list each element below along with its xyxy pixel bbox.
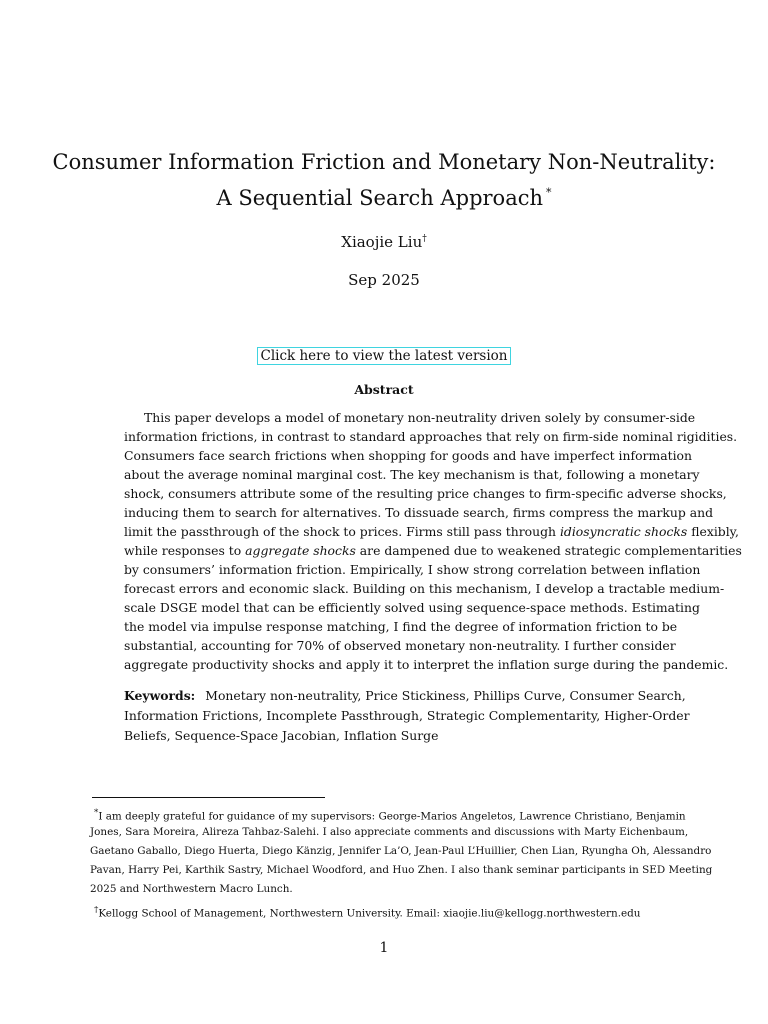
footnote-2-line	[90, 901, 679, 920]
abstract-text: forecast errors and economic slack. Building on this mechanism, I develop a tractable medium-	[124, 581, 725, 596]
abstract-text: flexibly,	[687, 524, 739, 539]
footnote-rule	[92, 797, 325, 798]
keywords-line-1	[124, 686, 686, 706]
abstract-line	[124, 560, 701, 579]
title-text-2: A Sequential Search Approach	[216, 186, 543, 210]
abstract-text: while responses to	[124, 543, 246, 558]
keywords-label: Keywords:	[124, 688, 196, 703]
abstract-body	[124, 408, 742, 674]
title-text-1: Consumer Information Friction and Monetary Non-Neutrality:	[52, 150, 716, 174]
abstract-line	[124, 617, 678, 636]
footnotes	[90, 804, 713, 920]
latest-version-link-wrap	[0, 345, 768, 365]
abstract-text: aggregate productivity shocks and apply it to interpret the inflation surge during the pandemic.	[124, 657, 729, 672]
footnote-1-text-1: I am deeply grateful for guidance of my supervisors: George-Marios Angeletos, Lawrence Christiano, Benjamin	[98, 810, 686, 823]
abstract-line	[124, 598, 700, 617]
abstract-text: inducing them to search for alternatives. To dissuade search, firms compress the markup and	[124, 505, 714, 520]
paper-title-line-1	[0, 150, 768, 174]
footnote-1-line-3: Gaetano Gaballo, Diego Huerta, Diego Känzig, Jennifer La’O, Jean-Paul L’Huillier, Chen Lian, Ryungha Oh, Alessandro	[90, 845, 712, 857]
publication-date: Sep 2025	[348, 271, 420, 289]
abstract-line	[124, 446, 692, 465]
abstract-line	[124, 484, 727, 503]
abstract-text: This paper develops a model of monetary non-neutrality driven solely by consumer-side	[144, 410, 696, 425]
abstract-text: scale DSGE model that can be efficiently solved using sequence-space methods. Estimating	[124, 600, 700, 615]
footnote-2	[90, 901, 679, 920]
abstract-line	[124, 427, 738, 446]
abstract-text: about the average nominal marginal cost. The key mechanism is that, following a monetary	[124, 467, 700, 482]
abstract-line	[124, 579, 725, 598]
footnote-1-line-1	[90, 804, 686, 823]
author-name: Xiaojie Liu	[341, 233, 423, 251]
abstract-text: substantial, accounting for 70% of observed monetary non-neutrality. I further consider	[124, 638, 676, 653]
latest-version-link[interactable]: Click here to view the latest version	[257, 347, 510, 365]
abstract-line	[124, 503, 714, 522]
abstract-text: Consumers face search frictions when shopping for goods and have imperfect information	[124, 448, 692, 463]
abstract-line	[124, 522, 739, 541]
footnote-1-mark: *	[94, 808, 99, 818]
abstract-line	[124, 541, 742, 560]
footnote-1-line-5: 2025 and Northwestern Macro Lunch.	[90, 883, 293, 895]
abstract-line	[124, 636, 676, 655]
abstract-emphasis: idiosyncratic shocks	[559, 524, 688, 539]
keywords-text-1: Monetary non-neutrality, Price Stickiness, Phillips Curve, Consumer Search,	[205, 688, 686, 703]
abstract-text: by consumers’ information friction. Empirically, I show strong correlation between inflation	[124, 562, 701, 577]
title-footnote-mark[interactable]: *	[546, 186, 552, 199]
footnote-1-line-2: Jones, Sara Moreira, Alireza Tahbaz-Salehi. I also appreciate comments and discussions with Marty Eichenbaum,	[90, 826, 689, 838]
abstract-line	[124, 408, 696, 427]
keywords-line-3: Beliefs, Sequence-Space Jacobian, Inflation Surge	[124, 728, 439, 743]
abstract-line	[124, 655, 729, 674]
author	[0, 233, 768, 251]
author-footnote-mark[interactable]: †	[422, 234, 427, 244]
footnote-2-mark: †	[94, 905, 99, 915]
keywords-line-2: Information Frictions, Incomplete Passthrough, Strategic Complementarity, Higher-Order	[124, 708, 690, 723]
abstract-text: information frictions, in contrast to standard approaches that rely on firm-side nominal rigidities.	[124, 429, 738, 444]
footnote-1	[90, 804, 713, 899]
abstract-text: the model via impulse response matching, I find the degree of information friction to be	[124, 619, 678, 634]
footnote-1-line-4: Pavan, Harry Pei, Karthik Sastry, Michael Woodford, and Huo Zhen. I also thank seminar participants in SED Meeting	[90, 864, 713, 876]
footnote-2-text: Kellogg School of Management, Northwestern University. Email: xiaojie.liu@kellogg.northwestern.edu	[98, 907, 641, 920]
keywords	[124, 686, 690, 746]
page-number: 1	[379, 940, 389, 956]
abstract-text: are dampened due to weakened strategic complementarities	[355, 543, 742, 558]
abstract-line	[124, 465, 700, 484]
paper-title-line-2	[0, 186, 768, 210]
abstract-heading: Abstract	[354, 382, 414, 397]
abstract-text: shock, consumers attribute some of the resulting price changes to firm-specific adverse shocks,	[124, 486, 727, 501]
abstract-text: limit the passthrough of the shock to prices. Firms still pass through	[124, 524, 560, 539]
abstract-emphasis: aggregate shocks	[245, 543, 356, 558]
